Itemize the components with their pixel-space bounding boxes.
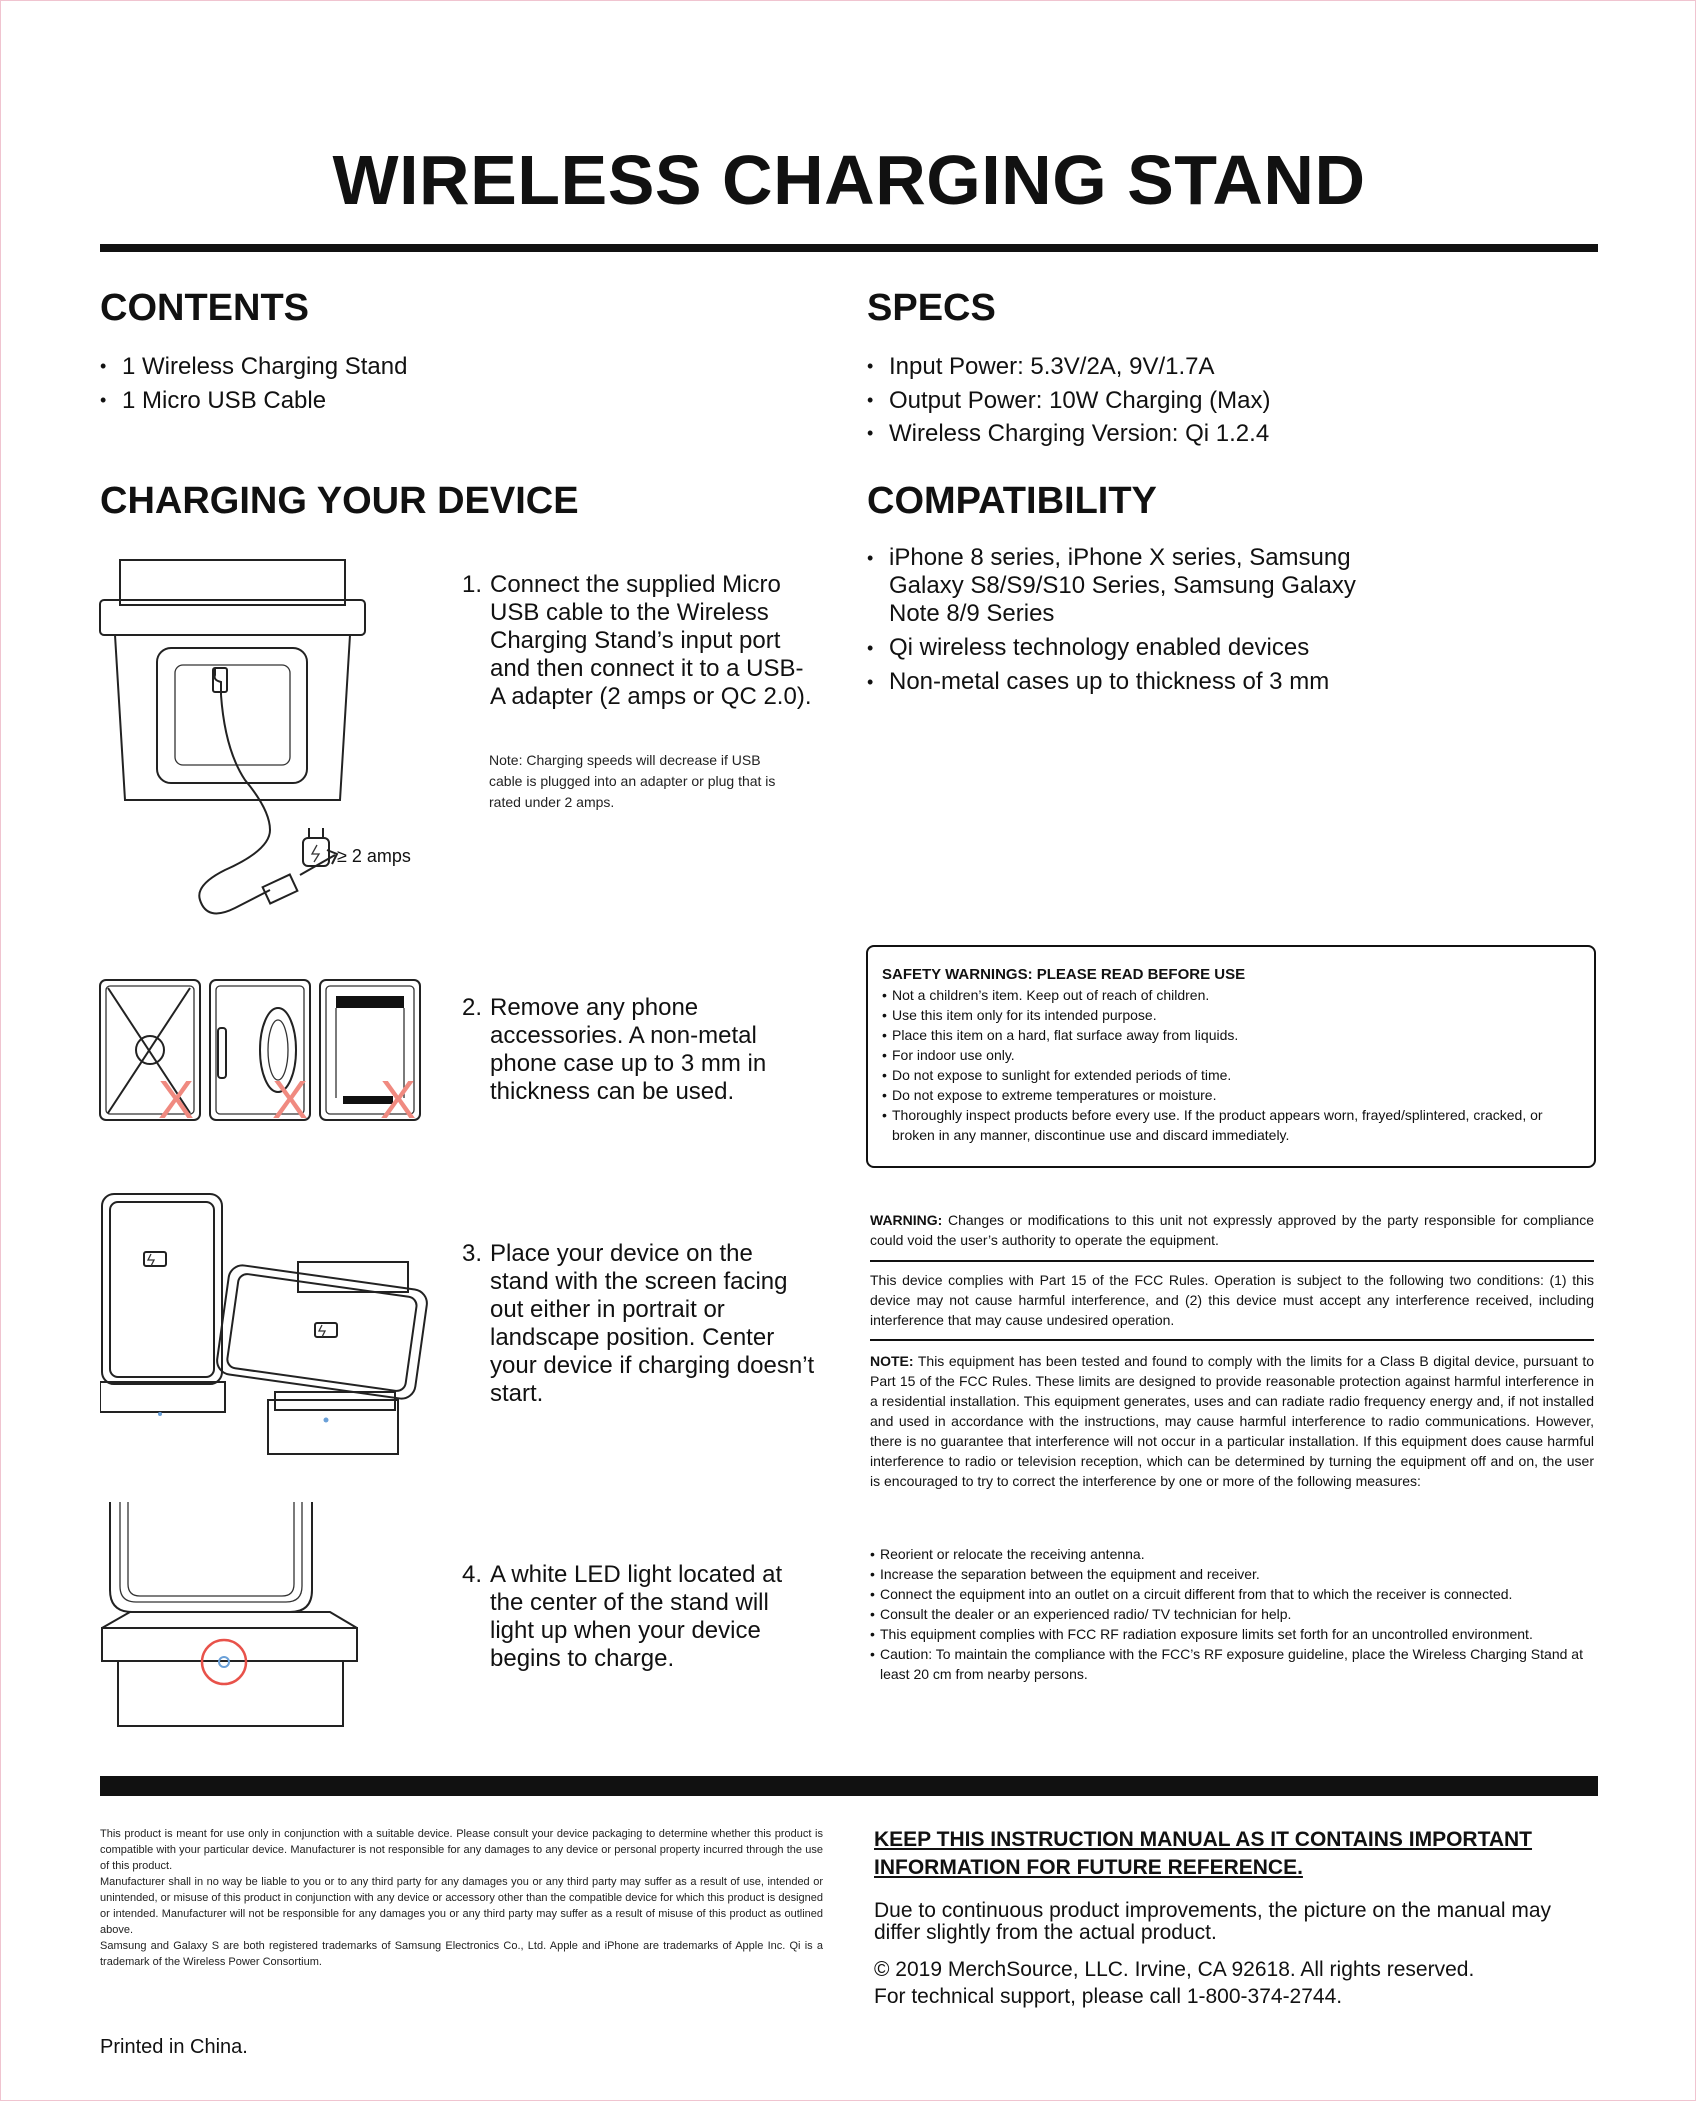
list-item: • Do not expose to sunlight for extended periods of time. [882, 1065, 1580, 1085]
page-title: WIRELESS CHARGING STAND [332, 141, 1366, 219]
step-text: A white LED light located at the center of the stand will light up when your device begins to charge. [490, 1561, 783, 1672]
x-mark-3: X [380, 1070, 417, 1123]
step-1-note: Note: Charging speeds will decrease if USB cable is plugged into an adapter or plug that is rated under 2 amps. [489, 752, 776, 810]
led-illustration [100, 1500, 370, 1730]
list-item: • Non-metal cases up to thickness of 3 mm [867, 668, 1387, 696]
legal-paragraph: This product is meant for use only in conjunction with a suitable device. Please consult your device packaging to determine whether this product is compatible with your particular device. Manufacturer is not responsible for any damages to any device or personal property incurred through the use of this product. [100, 1828, 823, 1872]
legal-disclaimer [100, 1826, 823, 1970]
step-number: 1. [462, 571, 483, 598]
safety-list [882, 985, 1580, 1145]
safety-title: SAFETY WARNINGS: PLEASE READ BEFORE USE [882, 966, 1246, 983]
charging-heading: CHARGING YOUR DEVICE [100, 480, 579, 522]
list-item: • Connect the equipment into an outlet on a circuit different from that to which the receiver is connected. [870, 1584, 1594, 1604]
stand-cable-illustration [95, 550, 425, 930]
list-item: • Caution: To maintain the compliance with the FCC’s RF exposure guideline, place the Wireless Charging Stand at least 20 cm from nearby persons. [870, 1644, 1594, 1684]
list-item: • Wireless Charging Version: Qi 1.2.4 [867, 417, 1587, 451]
fcc-compliance: This device complies with Part 15 of the FCC Rules. Operation is subject to the following two conditions: (1) this device may not cause harmful interference, and (2) this device must accept any interference received, including interference that may cause undesired operation. [870, 1272, 1594, 1328]
safety-warnings-box [866, 945, 1596, 1168]
footer-rule [100, 1776, 1598, 1796]
step-3 [462, 1240, 817, 1408]
list-item: • Reorient or relocate the receiving antenna. [870, 1544, 1594, 1564]
list-item: • Consult the dealer or an experienced radio/ TV technician for help. [870, 1604, 1594, 1624]
list-item: • Not a children’s item. Keep out of reach of children. [882, 985, 1580, 1005]
specs-heading: SPECS [867, 287, 996, 329]
step-number: 3. [462, 1240, 483, 1267]
list-item: • iPhone 8 series, iPhone X series, Samsung Galaxy S8/S9/S10 Series, Samsung Galaxy Note 8/9 Series [867, 544, 1387, 628]
contents-heading: CONTENTS [100, 287, 309, 329]
keep-manual-heading: KEEP THIS INSTRUCTION MANUAL AS IT CONTAINS IMPORTANT INFORMATION FOR FUTURE REFERENCE. [874, 1828, 1533, 1879]
step-text: Place your device on the stand with the screen facing out either in portrait or landscape position. Center your device if charging doesn’t start. [490, 1240, 815, 1407]
legal-paragraph: Manufacturer shall in no way be liable to you or to any third party for any damages you or any third party may suffer as a result of use, intended or unintended, or misuse of this product in conjunction with any device or accessory other than the compatible device for which this product is designed or intended. Manufacturer will not be responsible for any damages you or any third party may suffer as a result of misuse of this product as outlined above. [100, 1876, 823, 1936]
x-mark-1: X [158, 1070, 195, 1123]
step-number: 2. [462, 994, 483, 1021]
contents-list [100, 350, 800, 417]
step-2 [462, 994, 817, 1106]
fcc-measures [870, 1544, 1594, 1684]
portrait-landscape-illustration [100, 1192, 445, 1457]
legal-paragraph: Samsung and Galaxy S are both registered trademarks of Samsung Electronics Co., Ltd. Apple and iPhone are trademarks of Apple Inc. Qi is a trademark of the Wireless Power Consortium. [100, 1940, 823, 1968]
compatibility-heading: COMPATIBILITY [867, 480, 1157, 522]
printed-in: Printed in China. [100, 2036, 248, 2058]
note-text: This equipment has been tested and found to comply with the limits for a Class B digital device, pursuant to Part 15 of the FCC Rules. These limits are designed to provide reasonable protection against harmful interference in a residential installation. This equipment generates, uses and can radiate radio frequency energy and, if not installed and used in accordance with the instructions, may cause harmful interference to radio communications. However, there is no guarantee that interference will not occur in a particular installation. If this equipment does cause harmful interference to radio or television reception, which can be determined by turning the equipment off and on, the user is encouraged to try to correct the interference by one or more of the following measures: [870, 1353, 1594, 1489]
list-item: • This equipment complies with FCC RF radiation exposure limits set forth for an uncontrolled environment. [870, 1624, 1594, 1644]
step-1 [462, 571, 817, 711]
divider [870, 1260, 1594, 1262]
specs-list [867, 350, 1587, 451]
divider [870, 1339, 1594, 1341]
list-item: • Thoroughly inspect products before every use. If the product appears worn, frayed/splintered, cracked, or broken in any manner, discontinue use and discard immediately. [882, 1105, 1580, 1145]
list-item: • 1 Micro USB Cable [100, 384, 800, 418]
step-number: 4. [462, 1561, 483, 1588]
copyright: © 2019 MerchSource, LLC. Irvine, CA 92618. All rights reserved. [874, 1958, 1475, 1981]
list-item: • 1 Wireless Charging Stand [100, 350, 800, 384]
warning-text: Changes or modifications to this unit not expressly approved by the party responsible for compliance could void the user’s authority to operate the equipment. [870, 1212, 1594, 1248]
list-item: • Output Power: 10W Charging (Max) [867, 384, 1587, 418]
step-text: Remove any phone accessories. A non-metal phone case up to 3 mm in thickness can be used. [490, 994, 767, 1105]
list-item: • Increase the separation between the equipment and receiver. [870, 1564, 1594, 1584]
step-text: Connect the supplied Micro USB cable to the Wireless Charging Stand’s input port and then connect it to a USB-A adapter (2 amps or QC 2.0). [490, 571, 812, 710]
warning-label: WARNING: [870, 1212, 943, 1228]
note-label: NOTE: [870, 1353, 914, 1369]
list-item: • For indoor use only. [882, 1045, 1580, 1065]
fcc-note [870, 1351, 1594, 1491]
title-rule [100, 244, 1598, 252]
list-item: • Do not expose to extreme temperatures or moisture. [882, 1085, 1580, 1105]
list-item: • Use this item only for its intended purpose. [882, 1005, 1580, 1025]
amps-label: ≥ 2 amps [337, 846, 411, 866]
x-mark-2: X [272, 1070, 309, 1123]
list-item: • Place this item on a hard, flat surface away from liquids. [882, 1025, 1580, 1045]
list-item: • Qi wireless technology enabled devices [867, 634, 1387, 662]
phone-accessories-illustration [98, 978, 428, 1123]
improvements-note: Due to continuous product improvements, the picture on the manual may differ slightly from the actual product. [874, 1899, 1552, 1944]
list-item: • Input Power: 5.3V/2A, 9V/1.7A [867, 350, 1587, 384]
fcc-warning [870, 1210, 1594, 1250]
step-4 [462, 1561, 817, 1673]
compatibility-list [867, 544, 1387, 696]
support-phone: For technical support, please call 1-800-374-2744. [874, 1985, 1343, 2008]
